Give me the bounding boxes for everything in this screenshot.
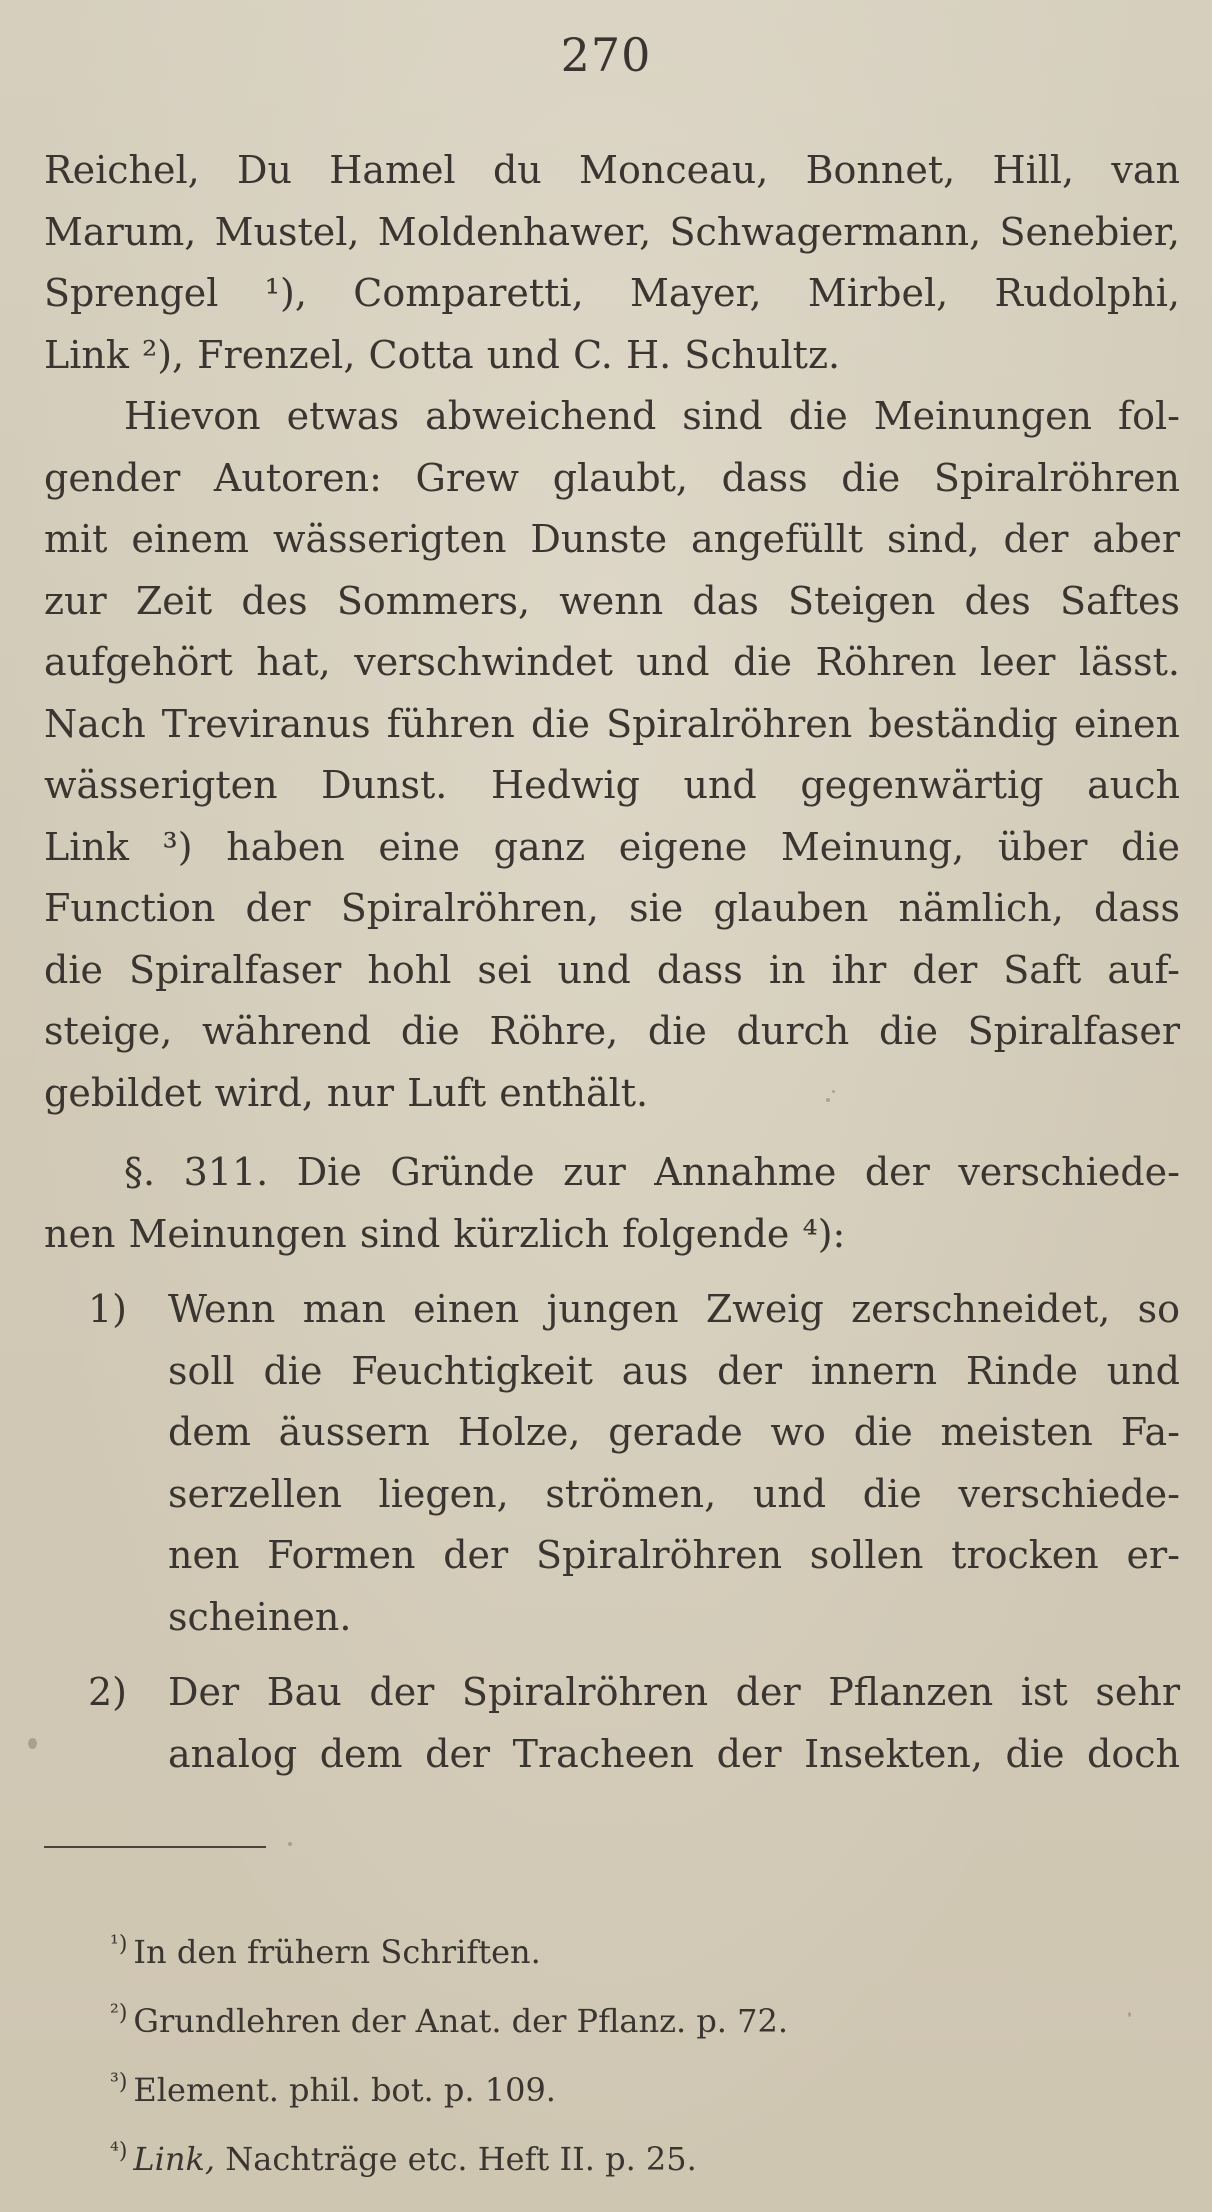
footnote-mark: ⁴) [110, 2139, 128, 2164]
text-line: Link ²), Frenzel, Cotta und C. H. Schultz. [44, 332, 841, 377]
text-line: nen Meinungen sind kürzlich folgende ⁴): [44, 1211, 846, 1256]
text-line: Function der Spiralröhren, sie glauben nämlich, dass [44, 886, 1180, 930]
paper-speck [826, 1098, 830, 1102]
text-line: Sprengel ¹), Comparetti, Mayer, Mirbel, Rudolphi, [44, 271, 1180, 315]
text-line: Hievon etwas abweichend sind die Meinungen fol- [124, 394, 1180, 438]
text-line: mit einem wässerigten Dunste angefüllt sind, der aber [44, 517, 1180, 561]
list-item-2 [44, 1662, 1180, 1785]
text-line: Nach Treviranus führen die Spiralröhren beständig einen [44, 701, 1180, 746]
text-line: die Spiralfaser hohl sei und dass in ihr der Saft auf- [44, 947, 1180, 992]
footnote-text: Element. phil. bot. p. 109. [133, 2071, 556, 2109]
text-line: soll die Feuchtigkeit aus der innern Rinde und [168, 1348, 1180, 1393]
paper-speck [28, 1738, 37, 1749]
text-line: nen Formen der Spiralröhren sollen trocken er- [168, 1533, 1180, 1577]
list-number: 2) [88, 1670, 128, 1714]
paragraph-differing-opinions [44, 386, 1180, 1124]
text-line: serzellen liegen, strömen, und die verschiede- [168, 1471, 1180, 1516]
text-line: dem äussern Holze, gerade wo die meisten Fa- [168, 1410, 1180, 1454]
footnote-text: Nachträge etc. Heft II. p. 25. [215, 2140, 697, 2178]
text-line: gebildet wird, nur Luft enthält. [44, 1070, 649, 1115]
text-line: Wenn man einen jungen Zweig zerschneidet, so [168, 1287, 1180, 1331]
text-line: steige, während die Röhre, die durch die Spiralfaser [44, 1009, 1180, 1053]
footnote-4 [110, 2121, 1150, 2190]
paper-speck [288, 1842, 292, 1846]
footnote-divider [44, 1846, 266, 1848]
text-line: gender Autoren: Grew glaubt, dass die Spiralröhren [44, 455, 1180, 500]
paragraph-authors-list [44, 140, 1180, 386]
footnote-mark: ³) [110, 2070, 128, 2095]
footnote-author: Link, [133, 2140, 216, 2178]
list-item-1 [44, 1279, 1180, 1648]
section-heading-line: §. 311. Die Gründe zur Annahme der verschiede- [124, 1150, 1180, 1194]
paper-speck [832, 1090, 835, 1093]
list-number: 1) [88, 1287, 128, 1331]
body-text [44, 140, 1180, 1785]
paragraph-section-311 [44, 1142, 1180, 1265]
footnotes [110, 1914, 1150, 2190]
footnote-mark: ²) [110, 2001, 128, 2026]
text-line: Reichel, Du Hamel du Monceau, Bonnet, Hill, van [44, 148, 1180, 192]
text-line: Link ³) haben eine ganz eigene Meinung, über die [44, 824, 1180, 869]
text-line: analog dem der Tracheen der Insekten, die doch [168, 1731, 1180, 1776]
footnote-1 [110, 1914, 1150, 1983]
text-line: wässerigten Dunst. Hedwig und gegenwärtig auch [44, 763, 1180, 807]
footnote-3 [110, 2052, 1150, 2121]
footnote-2 [110, 1983, 1150, 2052]
footnote-text: Grundlehren der Anat. der Pflanz. p. 72. [133, 2002, 789, 2040]
paper-speck [1128, 2012, 1131, 2017]
page-number: 270 [560, 28, 652, 82]
text-line: zur Zeit des Sommers, wenn das Steigen des Saftes [44, 578, 1180, 623]
text-line: aufgehört hat, verschwindet und die Röhren leer lässt. [44, 640, 1180, 684]
text-line: Der Bau der Spiralröhren der Pflanzen ist sehr [168, 1670, 1180, 1714]
footnote-text: In den frühern Schriften. [133, 1933, 541, 1971]
footnote-mark: ¹) [110, 1932, 128, 1957]
text-line: scheinen. [168, 1594, 352, 1639]
text-line: Marum, Mustel, Moldenhawer, Schwagermann, Senebier, [44, 209, 1180, 254]
